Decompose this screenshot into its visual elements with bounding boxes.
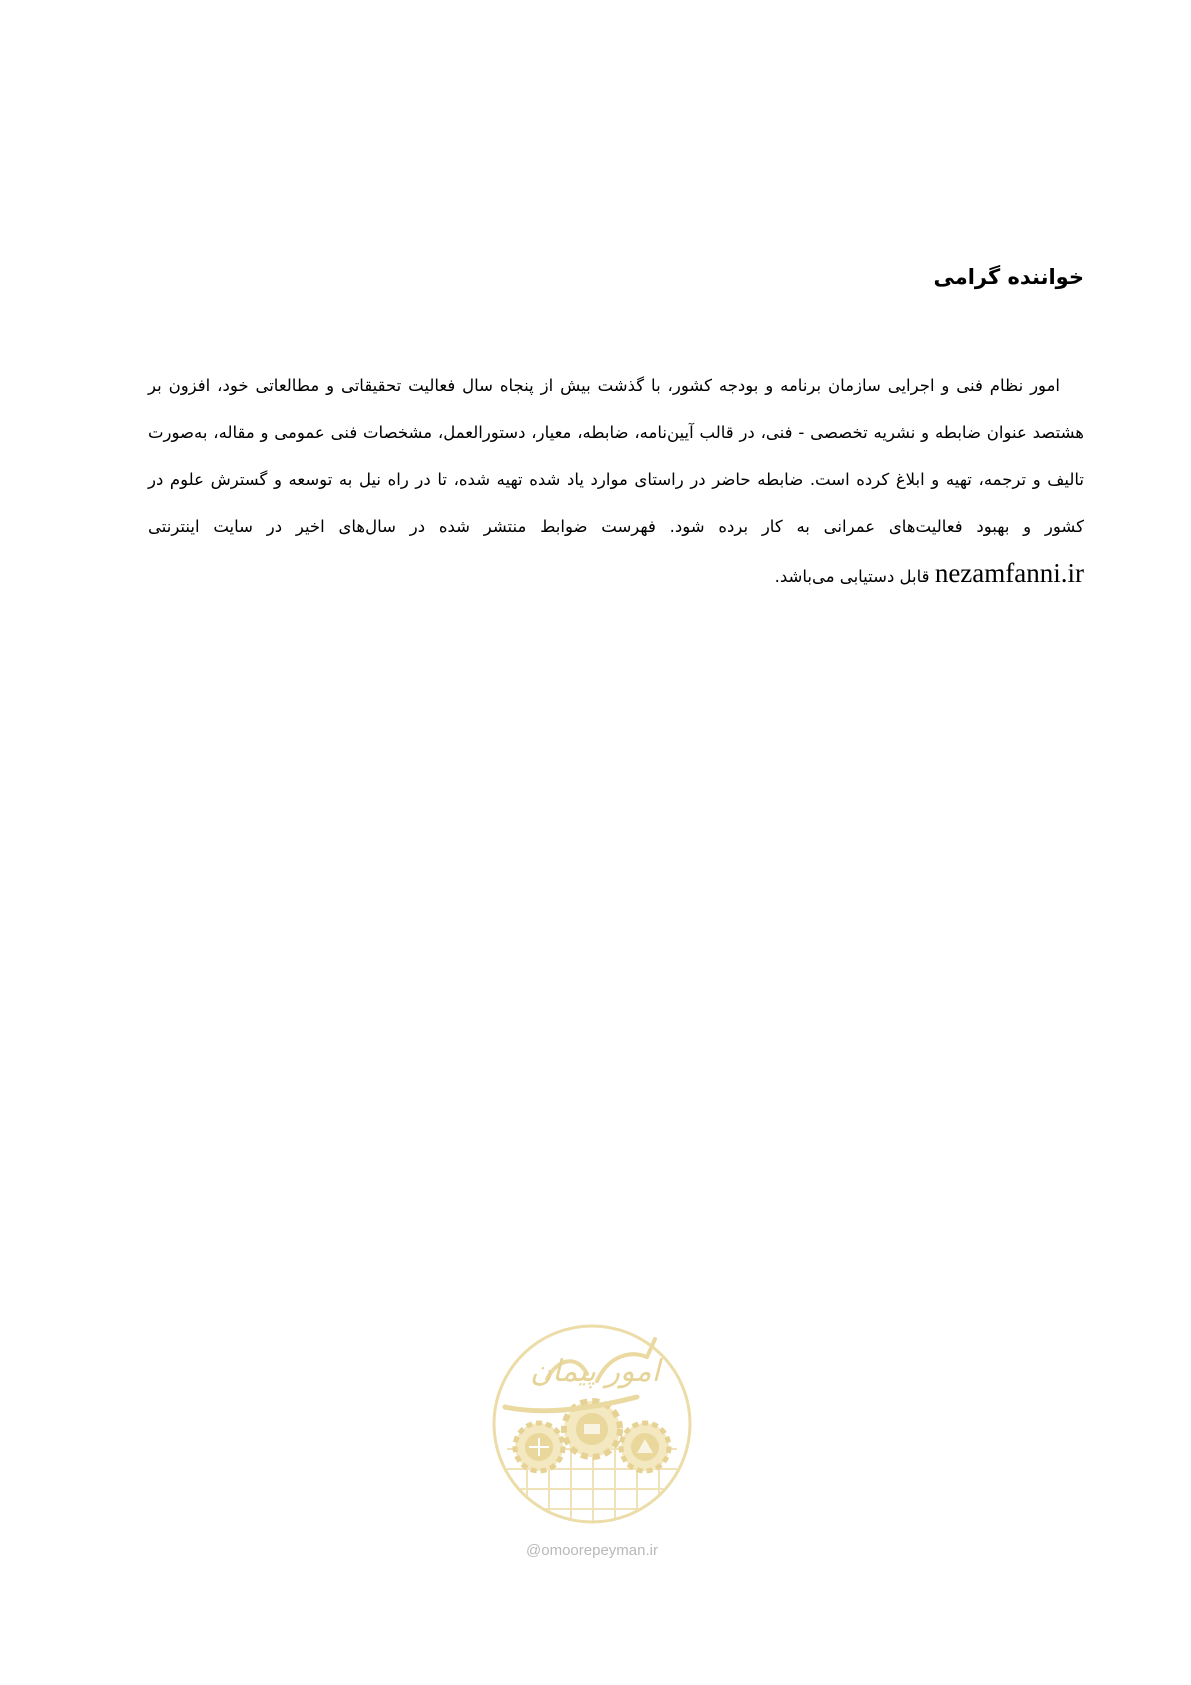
left-gear-icon bbox=[515, 1423, 563, 1471]
right-gear-icon bbox=[621, 1423, 669, 1471]
logo-script-text: امور پیمان bbox=[530, 1354, 660, 1389]
omoorepeyman-logo-icon bbox=[487, 1319, 697, 1574]
logo-caption: @omoorepeyman.ir bbox=[526, 1542, 658, 1559]
page-heading: خواننده گرامی bbox=[933, 265, 1084, 289]
paragraph-text-end: قابل دستیابی می‌باشد. bbox=[774, 567, 930, 586]
intro-paragraph bbox=[148, 362, 1084, 600]
paragraph-text: امور نظام فنی و اجرایی سازمان برنامه و بودجه کشور، با گذشت بیش از پنجاه سال فعالیت تحقیقاتی و مطالعاتی خود، افزون بر هشتصد عنوان ضابطه و نشریه تخصصی - فنی، در قالب آیین‌نامه، ضابطه، معیار، دستورالعمل، مشخصات فنی عمومی و مقاله، به‌صورت تالیف و ترجمه، تهیه و ابلاغ کرده است. ضابطه حاضر در راستای موارد یاد شده تهیه شده، تا در راه نیل به توسعه و گسترش علوم در کشور و بهبود فعالیت‌های عمرانی به کار برده شود. فهرست ضوابط منتشر شده در سال‌های اخیر در سایت اینترنتی bbox=[148, 376, 1084, 536]
watermark-logo-svg bbox=[487, 1319, 697, 1539]
website-url: nezamfanni.ir bbox=[934, 558, 1084, 588]
